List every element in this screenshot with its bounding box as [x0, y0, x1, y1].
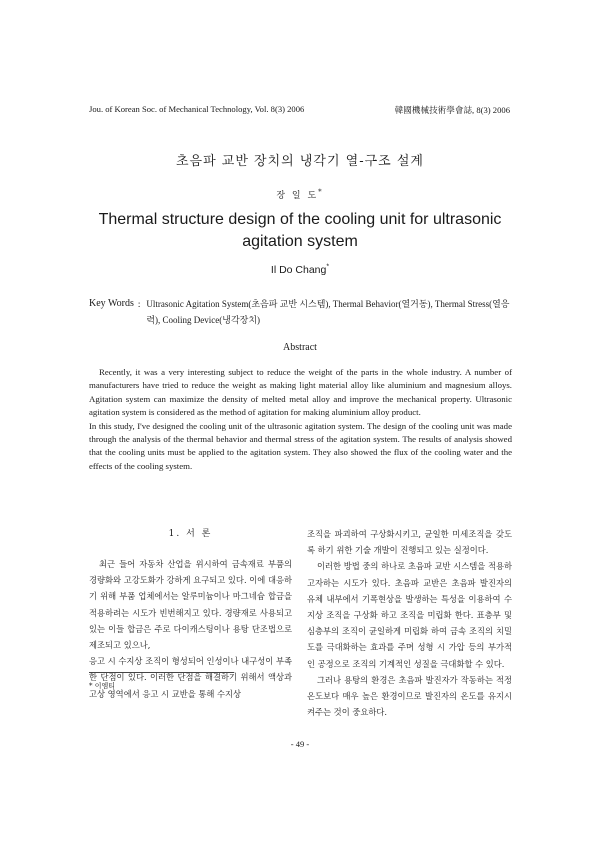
intro-paragraph-1: 최근 들어 자동차 산업을 위시하여 금속재료 부품의 경량화와 고강도화가 강하게 요구되고 있다. 이에 대응하기 위해 부품 업체에서는 알루미늄이나 마그네슘 합금을 적용하려는 시도가 빈번해지고 있다. 경량재로 사용되고 있는 이들 합금은 주로 다이캐스팅이나 용탕 단조법으로 제조되고 있으나,: [89, 559, 292, 651]
keywords-label: Key Words: [89, 298, 134, 309]
paper-title-korean: 초음파 교반 장치의 냉각기 열-구조 설계: [176, 154, 424, 169]
footnote-divider: [89, 672, 234, 673]
journal-header-right: 韓國機械技術學會誌, 8(3) 2006: [394, 105, 510, 115]
author-english: [0, 264, 600, 276]
intro-paragraph-2: 응고 시 수지상 조직이 형성되어 인성이나 내구성이 부족한 단점이 있다. 이러한 단점을 해결하기 위해서 액상과 고상 영역에서 응고 시 교반을 통해 수지상: [89, 656, 292, 699]
author-korean-name: 장 일 도: [276, 191, 319, 201]
abstract-body: [89, 366, 512, 473]
section-heading-introduction: 1. 서 론: [168, 529, 213, 539]
right-paragraph-2: 이러한 방법 중의 하나로 초음파 교반 시스템을 적용하고자하는 시도가 있다. 초음파 교반은 초음파 발진자의 유체 내부에서 기폭현상을 발생하는 특성을 이용하여 수지상 조직을 구상화 하고 조직을 미립화 한다. 표층부 및 심층부의 조직이 균일하게 미립화 하여 금속 조직의 치밀도를 극대화하는 효과를 주며 성형 시 가압 등의 부가적인 공정으로 조직의 기계적인 성질을 극대화할 수 있다.: [307, 561, 512, 669]
abstract-paragraph-2: In this study, I've designed the cooling unit of the ultrasonic agitation system. The design of the cooling unit was made through the analysis of the thermal behavior and thermal stress of the agitation system. The results of analysis showed that the cooling units must be applied to the agitation system. They also showed the flux of the cooling water and the effects of the cooling system.: [89, 420, 512, 471]
author-korean: [0, 188, 600, 201]
journal-header-left: Jou. of Korean Soc. of Mechanical Technology, Vol. 8(3) 2006: [89, 104, 305, 114]
right-paragraph-1: 조직을 파괴하여 구상화시키고, 균일한 미세조직을 갖도록 하기 위한 기술 개발이 진행되고 있는 실정이다.: [307, 529, 512, 556]
right-paragraph-3: 그러나 용탕의 환경은 초음파 발진자가 작동하는 적정 온도보다 매우 높은 환경이므로 발진자의 온도를 유지시켜주는 것이 중요하다.: [307, 674, 512, 718]
left-column-body: [89, 556, 292, 702]
paper-title-english: Thermal structure design of the cooling unit for ultrasonic agitation system: [98, 211, 502, 250]
author-english-mark: *: [326, 263, 330, 271]
right-column-body: [307, 526, 512, 720]
author-english-name: Il Do Chang: [270, 264, 327, 276]
keywords: [89, 296, 514, 328]
abstract-paragraph-1: Recently, it was a very interesting subject to reduce the weight of the parts in the whole industry. A number of manufacturers have tried to reduce the weight as making light material alloy like aluminium and magnesium alloys. Agitation system can maximize the density of melted metal alloy and improve the mechanical property. Ultrasonic agitation system is considered as the method of agitation for making aluminium alloy product.: [89, 367, 512, 418]
footnote: * 이엠티: [89, 682, 116, 690]
keywords-text: Ultrasonic Agitation System(초음파 교반 시스템), Thermal Behavior(열거동), Thermal Stress(열응력), Cooling Device(냉각장치): [146, 299, 510, 325]
abstract-heading: Abstract: [283, 342, 317, 353]
author-korean-mark: *: [318, 188, 324, 196]
keywords-separator: :: [137, 299, 141, 309]
page-number: - 49 -: [290, 739, 310, 749]
